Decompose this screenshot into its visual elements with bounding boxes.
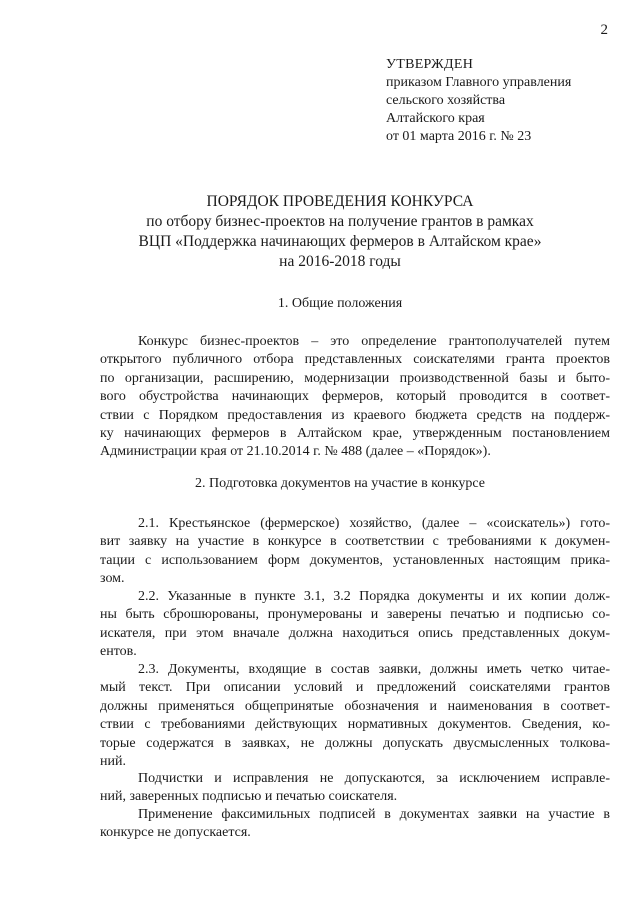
paragraph-line: ствии с требованиями действующих нормативных документов. Сведения, ко- (100, 717, 610, 733)
paragraph-line: должны применяться общепринятые обозначения и наименования в соответ- (100, 698, 610, 714)
document-title-line: по отбору бизнес-проектов на получение грантов в рамках (146, 213, 534, 230)
paragraph-line: 2.1. Крестьянское (фермерское) хозяйство, (далее – «соискатель») гото- (138, 516, 610, 531)
paragraph-facsimile (100, 806, 610, 843)
document-title (60, 192, 620, 272)
document-title-line: ПОРЯДОК ПРОВЕДЕНИЯ КОНКУРСА (206, 193, 474, 210)
paragraph-line: Администрации края от 21.10.2014 г. № 488 (далее – «Порядок»). (100, 444, 491, 460)
paragraph-line: тации с использованием форм документов, установленных настоящим прика- (100, 552, 610, 568)
paragraph-line: вого обустройства начинающих фермеров, который проводится в соответ- (100, 389, 610, 405)
section-heading-general: 1. Общие положения (277, 296, 403, 311)
paragraph-2-1 (100, 515, 610, 589)
paragraph-general-provisions (100, 333, 610, 462)
paragraph-line: вит заявку на участие в конкурсе в соответствии с требованиями к докумен- (100, 534, 610, 550)
paragraph-2-3 (100, 661, 610, 771)
document-title-line: ВЦП «Поддержка начинающих фермеров в Алтайском крае» (138, 233, 542, 250)
paragraph-line: ствии с Порядком предоставления из краевого бюджета средств на поддерж- (100, 407, 610, 423)
paragraph-line: зом. (100, 571, 125, 587)
paragraph-line: искателя, при этом вначале должна находиться опись представленных докум- (100, 625, 610, 641)
approval-stamp-block (386, 56, 616, 146)
approval-title: УТВЕРЖДЕН (386, 57, 474, 72)
paragraph-line: ентов. (100, 644, 137, 660)
page-number: 2 (600, 22, 608, 38)
approval-line: сельского хозяйства (386, 93, 506, 108)
paragraph-line: ний. (100, 754, 126, 770)
paragraph-2-2 (100, 588, 610, 662)
section-heading-documents: 2. Подготовка документов на участие в конкурсе (195, 476, 485, 491)
paragraph-line: открытого публичного отбора представленных соискателями гранта проектов (100, 352, 610, 368)
paragraph-line: Конкурс бизнес-проектов – это определение грантополучателей путем (138, 334, 610, 349)
paragraph-line: 2.3. Документы, входящие в состав заявки, должны иметь четко читае- (138, 662, 610, 677)
paragraph-line: конкурсе не допускается. (100, 825, 251, 841)
paragraph-line: Применение факсимильных подписей в документах заявки на участие в (138, 807, 610, 822)
paragraph-line: Подчистки и исправления не допускаются, за исключением исправле- (138, 771, 610, 786)
approval-line: от 01 марта 2016 г. № 23 (386, 129, 532, 144)
paragraph-line: 2.2. Указанные в пункте 3.1, 3.2 Порядка документы и их копии долж- (138, 589, 610, 604)
paragraph-line: по организации, расширению, модернизации производственной базы и быто- (100, 370, 610, 386)
paragraph-line: ны быть сброшюрованы, пронумерованы и заверены печатью и подписью со- (100, 607, 610, 623)
paragraph-line: ний, заверенных подписью и печатью соискателя. (100, 789, 398, 805)
paragraph-line: торые содержатся в заявках, не должны допускать двусмысленных толкова- (100, 735, 610, 751)
paragraph-corrections (100, 770, 610, 807)
approval-line: приказом Главного управления (386, 75, 572, 90)
paragraph-line: мый текст. При описании условий и предложений соискателями грантов (100, 680, 610, 696)
approval-line: Алтайского края (386, 111, 485, 126)
paragraph-line: ку начинающих фермеров в Алтайском крае, утвержденным постановлением (100, 426, 610, 442)
document-title-line: на 2016-2018 годы (279, 253, 401, 270)
